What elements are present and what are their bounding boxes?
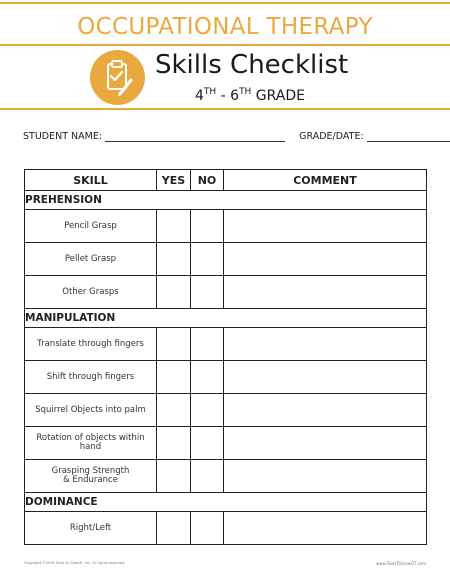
- no-cell[interactable]: [191, 460, 224, 493]
- page-title: OCCUPATIONAL THERAPY: [77, 14, 373, 40]
- grade-date-label: GRADE/DATE:: [299, 131, 364, 142]
- table-row: [25, 394, 427, 427]
- skill-label: Shift through fingers: [25, 361, 157, 394]
- grade-date-field[interactable]: [367, 131, 450, 142]
- section-row: [25, 191, 427, 210]
- section-title: MANIPULATION: [25, 309, 427, 328]
- header-bottom-divider: [0, 108, 450, 110]
- skill-label: Squirrel Objects into palm: [25, 394, 157, 427]
- yes-cell[interactable]: [157, 210, 191, 243]
- no-cell[interactable]: [191, 427, 224, 460]
- title-divider: [0, 44, 450, 46]
- comment-cell[interactable]: [224, 210, 427, 243]
- yes-cell[interactable]: [157, 394, 191, 427]
- column-header-no: NO: [191, 170, 224, 191]
- table-row: [25, 328, 427, 361]
- student-info-fields: [23, 131, 450, 142]
- comment-cell[interactable]: [224, 276, 427, 309]
- comment-cell[interactable]: [224, 394, 427, 427]
- grade-range: 4TH - 6TH GRADE: [195, 87, 305, 104]
- table-header-row: [25, 170, 427, 191]
- website-text: www.ToolsToGrowOT.com: [375, 561, 426, 566]
- yes-cell[interactable]: [157, 243, 191, 276]
- skill-label: Pellet Grasp: [25, 243, 157, 276]
- yes-cell[interactable]: [157, 460, 191, 493]
- skill-label: Other Grasps: [25, 276, 157, 309]
- no-cell[interactable]: [191, 394, 224, 427]
- column-header-skill: SKILL: [25, 170, 157, 191]
- table-row: [25, 243, 427, 276]
- column-header-comment: COMMENT: [224, 170, 427, 191]
- yes-cell[interactable]: [157, 427, 191, 460]
- comment-cell[interactable]: [224, 512, 427, 545]
- yes-cell[interactable]: [157, 328, 191, 361]
- table-row: [25, 460, 427, 493]
- student-name-label: STUDENT NAME:: [23, 131, 103, 142]
- checklist-subtitle: Skills Checklist: [155, 50, 349, 80]
- skill-label: Right/Left: [25, 512, 157, 545]
- comment-cell[interactable]: [224, 427, 427, 460]
- section-title: PREHENSION: [25, 191, 427, 210]
- no-cell[interactable]: [191, 361, 224, 394]
- section-row: [25, 493, 427, 512]
- copyright-text: Copyright ©2016 Tools to Grow®, Inc. All rights reserved.: [24, 561, 126, 565]
- yes-cell[interactable]: [157, 361, 191, 394]
- skills-checklist-table: [24, 169, 427, 545]
- yes-cell[interactable]: [157, 512, 191, 545]
- skill-label: Rotation of objects within hand: [25, 427, 157, 460]
- comment-cell[interactable]: [224, 460, 427, 493]
- section-title: DOMINANCE: [25, 493, 427, 512]
- clipboard-check-icon: [90, 50, 145, 105]
- comment-cell[interactable]: [224, 361, 427, 394]
- table-row: [25, 361, 427, 394]
- no-cell[interactable]: [191, 210, 224, 243]
- column-header-yes: YES: [157, 170, 191, 191]
- no-cell[interactable]: [191, 328, 224, 361]
- skill-label: Pencil Grasp: [25, 210, 157, 243]
- yes-cell[interactable]: [157, 276, 191, 309]
- comment-cell[interactable]: [224, 328, 427, 361]
- table-row: [25, 512, 427, 545]
- top-accent-line: [0, 2, 450, 4]
- comment-cell[interactable]: [224, 243, 427, 276]
- no-cell[interactable]: [191, 276, 224, 309]
- section-row: [25, 309, 427, 328]
- no-cell[interactable]: [191, 243, 224, 276]
- skill-label: Grasping Strength & Endurance: [25, 460, 157, 493]
- no-cell[interactable]: [191, 512, 224, 545]
- table-row: [25, 427, 427, 460]
- table-row: [25, 276, 427, 309]
- skill-label: Translate through fingers: [25, 328, 157, 361]
- table-row: [25, 210, 427, 243]
- student-name-field[interactable]: [105, 131, 285, 142]
